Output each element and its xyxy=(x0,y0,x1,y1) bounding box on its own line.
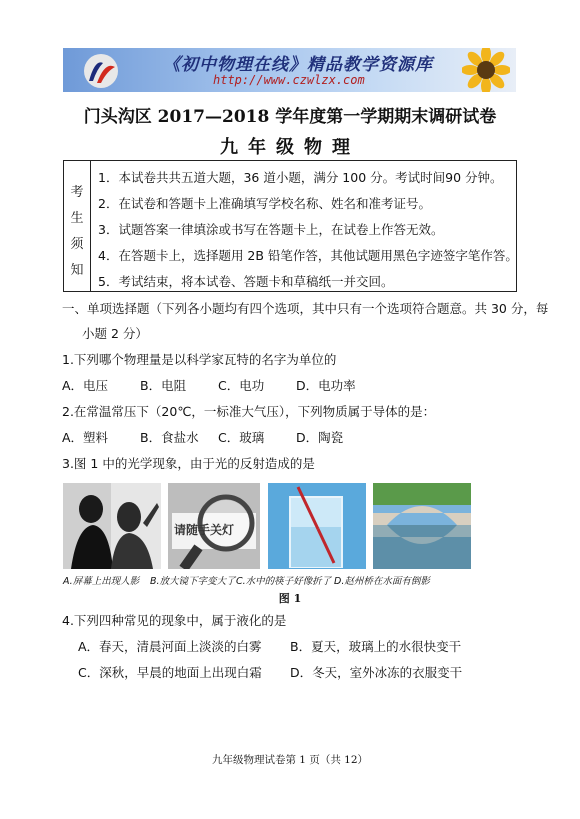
question-4: 4.下列四种常见的现象中，属于液化的是 xyxy=(62,613,287,628)
notice-item: 4．在答题卡上，选择题用 2B 铅笔作答，其他试题用黑色字迹签字笔作答。 xyxy=(98,248,518,263)
option: A．塑料 xyxy=(62,430,109,445)
page-footer: 九年级物理试卷第 1 页（共 12） xyxy=(211,754,369,766)
notice-label-char: 考 xyxy=(70,185,84,200)
caption-b: B.放大镜下字变大了 xyxy=(150,576,236,587)
option: C．深秋，早晨的地面上出现白霜 xyxy=(78,665,262,680)
question-1: 1.下列哪个物理量是以科学家瓦特的名字为单位的 xyxy=(62,352,337,367)
option: B．电阻 xyxy=(140,378,187,393)
option: B．夏天，玻璃上的水很快变干 xyxy=(290,639,462,654)
section-heading: 一、单项选择题（下列各小题均有四个选项，其中只有一个选项符合题意。共 30 分，每 xyxy=(62,301,549,316)
option: D．陶瓷 xyxy=(296,430,344,445)
notice-label-char: 须 xyxy=(70,237,84,252)
notice-item: 3．试题答案一律填涂或书写在答题卡上，在试卷上作答无效。 xyxy=(98,222,444,237)
header-banner xyxy=(63,48,516,92)
option: B．食盐水 xyxy=(140,430,199,445)
photo-magnifying-glass xyxy=(168,483,260,569)
option: A．电压 xyxy=(62,378,109,393)
exam-title: 门头沟区 2017—2018 学年度第一学期期末调研试卷 xyxy=(83,107,497,127)
section-heading-cont: 小题 2 分） xyxy=(82,326,148,341)
notice-label-char: 生 xyxy=(70,211,84,226)
sunflower-icon xyxy=(462,48,510,92)
caption-c: C.水中的筷子好像折了 xyxy=(236,576,332,587)
figure-label: 图 1 xyxy=(278,592,302,605)
photo-shadow-on-screen xyxy=(63,483,161,569)
sign-text: 请随手关灯 xyxy=(174,523,235,537)
option: A．春天，清晨河面上淡淡的白雾 xyxy=(78,639,262,654)
question-3: 3.图 1 中的光学现象，由于光的反射造成的是 xyxy=(62,456,315,471)
caption-d: D.赵州桥在水面有倒影 xyxy=(334,576,430,587)
subject-title: 九年级物理 xyxy=(220,137,360,158)
notice-item: 2．在试卷和答题卡上准确填写学校名称、姓名和准考证号。 xyxy=(98,196,431,211)
photo-bridge-reflection xyxy=(373,483,471,569)
caption-a: A.屏幕上出现人影 xyxy=(63,576,140,587)
notice-item: 1．本试卷共共五道大题，36 道小题，满分 100 分。考试时间90 分钟。 xyxy=(98,170,503,185)
exam-notice-box xyxy=(63,160,517,292)
option: C．玻璃 xyxy=(218,430,265,445)
option: D．电功率 xyxy=(296,378,356,393)
question-2: 2.在常温常压下（20℃，一标准大气压），下列物质属于导体的是： xyxy=(62,404,436,419)
notice-item: 5．考试结束，将本试卷、答题卡和草稿纸一并交回。 xyxy=(98,274,394,289)
site-logo-icon xyxy=(81,53,121,89)
photo-chopstick-in-water xyxy=(268,483,366,569)
banner-title: 《初中物理在线》精品教学资源库 xyxy=(163,55,433,75)
notice-label-char: 知 xyxy=(70,263,84,278)
notice-label xyxy=(64,161,91,291)
option: C．电功 xyxy=(218,378,265,393)
option: D．冬天，室外冰冻的衣服变干 xyxy=(290,665,463,680)
banner-url: http://www.czwlzx.com xyxy=(213,73,365,87)
